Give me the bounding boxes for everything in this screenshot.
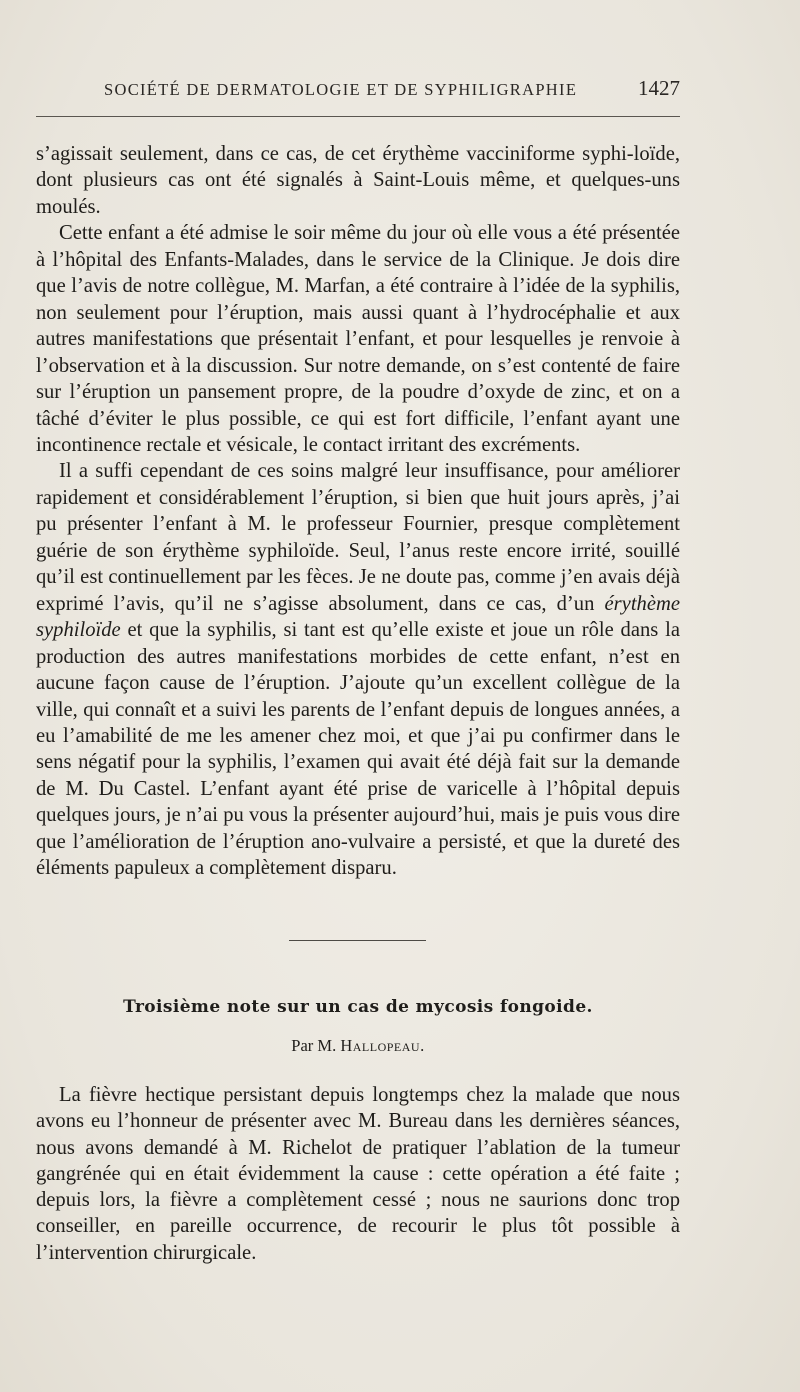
note-title: Troisième note sur un cas de mycosis fongoide. (123, 997, 593, 1017)
note-author (36, 1036, 680, 1056)
paragraph-3-end: et que la syphilis, si tant est qu’elle existe et joue un rôle dans la production des autres manifestations morbides de cette enfant, n’est en aucune façon cause de l’éruption. J’ajoute qu’un excellent collègue de la ville, qui connaît et a suivi les parents de l’enfant depuis de longues années, a eu l’amabilité de me les amener chez moi, et que j’ai pu confirmer dans le sens négatif pour la syphilis, l’examen qui avait été déjà fait sur la demande de M. Du Castel. L’enfant ayant été prise de varicelle à l’hôpital depuis quelques jours, je n’ai pu vous la présenter aujourd’hui, mais je puis vous dire que l’amélioration de l’éruption ano-vulvaire a persisté, et que la dureté des éléments papuleux a complètement disparu. (36, 619, 680, 880)
author-prefix: Par M. (291, 1036, 337, 1055)
header-rule (36, 116, 680, 117)
page-header (36, 76, 680, 104)
note-text (36, 1082, 680, 1266)
paragraph-3 (36, 458, 680, 881)
paragraph-1: s’agissait seulement, dans ce cas, de cet érythème vacciniforme syphi-loïde, dont plusieurs cas ont été signalés à Saint-Louis même, et quelques-uns moulés. (36, 143, 680, 218)
paragraph-2: Cette enfant a été admise le soir même du jour où elle vous a été présentée à l’hôpital des Enfants-Malades, dans le service de la Clinique. Je dois dire que l’avis de notre collègue, M. Marfan, a été contraire à l’idée de la syphilis, non seulement pour l’éruption, mais aussi quant à l’hydrocéphalie et aux autres manifestations que présentait l’enfant, et pour lesquelles je renvoie à l’observation et à la discussion. Sur notre demande, on s’est contenté de faire sur l’éruption un pansement propre, de la poudre d’oxyde de zinc, et on a tâché d’éviter le plus possible, ce qui est fort difficile, l’enfant ayant une incontinence rectale et vésicale, le contact irritant des excréments. (36, 222, 680, 456)
italic-term: érythème syphiloïde (36, 592, 680, 642)
section-divider (289, 940, 426, 941)
running-title: SOCIÉTÉ DE DERMATOLOGIE ET DE SYPHILIGRAPHIE (104, 80, 578, 99)
main-text (36, 141, 680, 882)
note-paragraph: La fièvre hectique persistant depuis longtemps chez la malade que nous avons eu l’honneur de présenter avec M. Bureau dans les dernières séances, nous avons demandé à M. Richelot de pratiquer l’ablation de la tumeur gangrénée qui en était évidemment la cause : cette opération a été faite ; depuis lors, la fièvre a complètement cessé ; nous ne saurions donc trop conseiller, en pareille occurrence, de recourir le plus tôt possible à l’intervention chirurgicale. (36, 1084, 680, 1264)
paragraph-3-start: Il a suffi cependant de ces soins malgré leur insuffisance, pour améliorer rapidement et considérablement l’éruption, si bien que huit jours après, j’ai pu présenter l’enfant à M. le professeur Fournier, presque complètement guérie de son érythème syphiloïde. Seul, l’anus reste encore irrité, souillé qu’il est continuellement par les fèces. Je ne doute pas, comme j’en avais déjà exprimé l’avis, qu’il ne s’agisse absolument, dans ce cas, d’un (36, 460, 680, 615)
page-number: 1427 (638, 76, 680, 100)
author-name: Hallopeau. (340, 1036, 425, 1055)
